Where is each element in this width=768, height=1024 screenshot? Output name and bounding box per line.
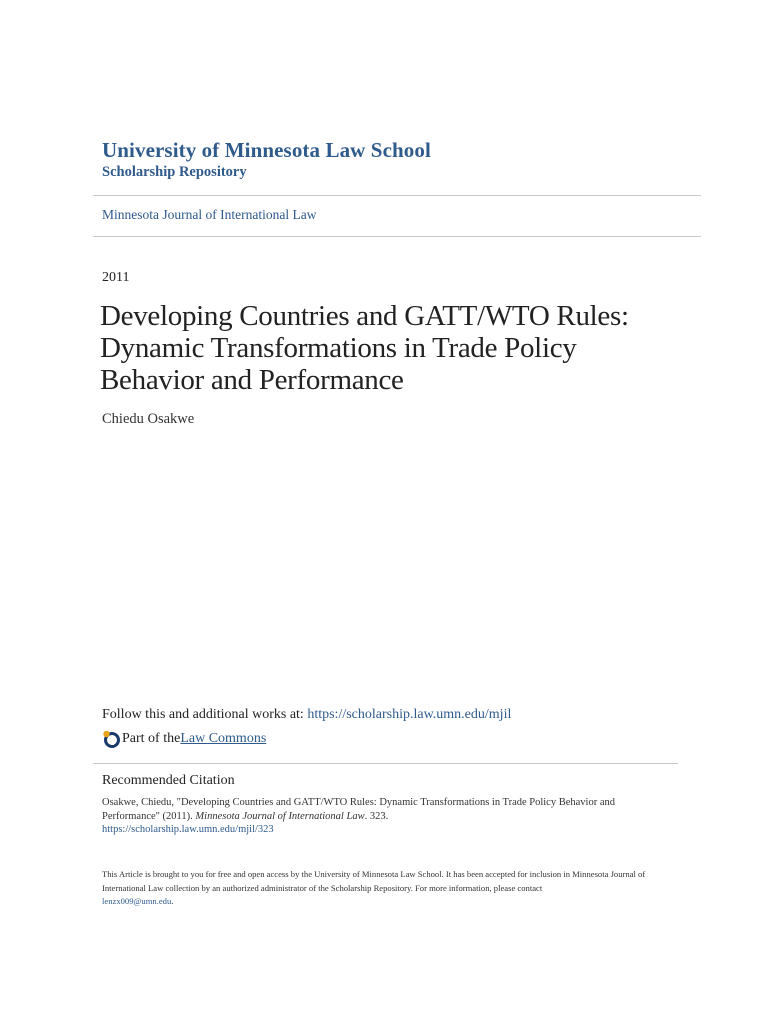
follow-label: Follow this and additional works at:: [102, 707, 308, 722]
digital-commons-icon: [102, 730, 120, 748]
publication-year: 2011: [102, 270, 130, 285]
contact-email-link[interactable]: lenzx009@umn.edu: [102, 896, 172, 906]
journal-link[interactable]: Minnesota Journal of International Law: [102, 207, 317, 222]
notice-end: .: [171, 896, 174, 906]
title-line-1: Developing Countries and GATT/WTO Rules:: [100, 300, 629, 332]
notice-text: This Article is brought to you for free and open access by the University of Minnesota Law School. It has been accepted for inclusion in Minnesota Journal of International Law collection by an authorized administrator of the Scholarship Repository. For more information, please contact: [102, 869, 646, 893]
article-title: [100, 300, 700, 396]
title-line-2: Dynamic Transformations in Trade Policy: [100, 332, 577, 364]
citation-part-2: . 323.: [364, 810, 389, 822]
law-commons-link[interactable]: Law Commons: [180, 731, 267, 746]
part-of-label: Part of the: [122, 731, 181, 746]
citation-text: [102, 796, 662, 837]
institution-link[interactable]: University of Minnesota Law School: [102, 138, 431, 162]
divider: [93, 195, 701, 196]
part-of-line: [102, 730, 266, 748]
access-notice: [102, 868, 672, 909]
author-name: Chiedu Osakwe: [102, 411, 195, 427]
divider: [93, 236, 701, 237]
collection-url-link[interactable]: https://scholarship.law.umn.edu/mjil: [307, 707, 512, 722]
citation-url-link[interactable]: https://scholarship.law.umn.edu/mjil/323: [102, 824, 274, 835]
repository-link[interactable]: Scholarship Repository: [102, 164, 247, 180]
divider: [93, 763, 678, 764]
citation-part-1: Osakwe, Chiedu, "Developing Countries and GATT/WTO Rules: Dynamic Transformations in Trade Policy Behavior and Performance" (2011).: [102, 797, 615, 822]
title-line-3: Behavior and Performance: [100, 364, 404, 396]
follow-line: [102, 707, 511, 723]
citation-journal: Minnesota Journal of International Law: [195, 810, 365, 822]
recommended-citation-heading: Recommended Citation: [102, 773, 235, 788]
